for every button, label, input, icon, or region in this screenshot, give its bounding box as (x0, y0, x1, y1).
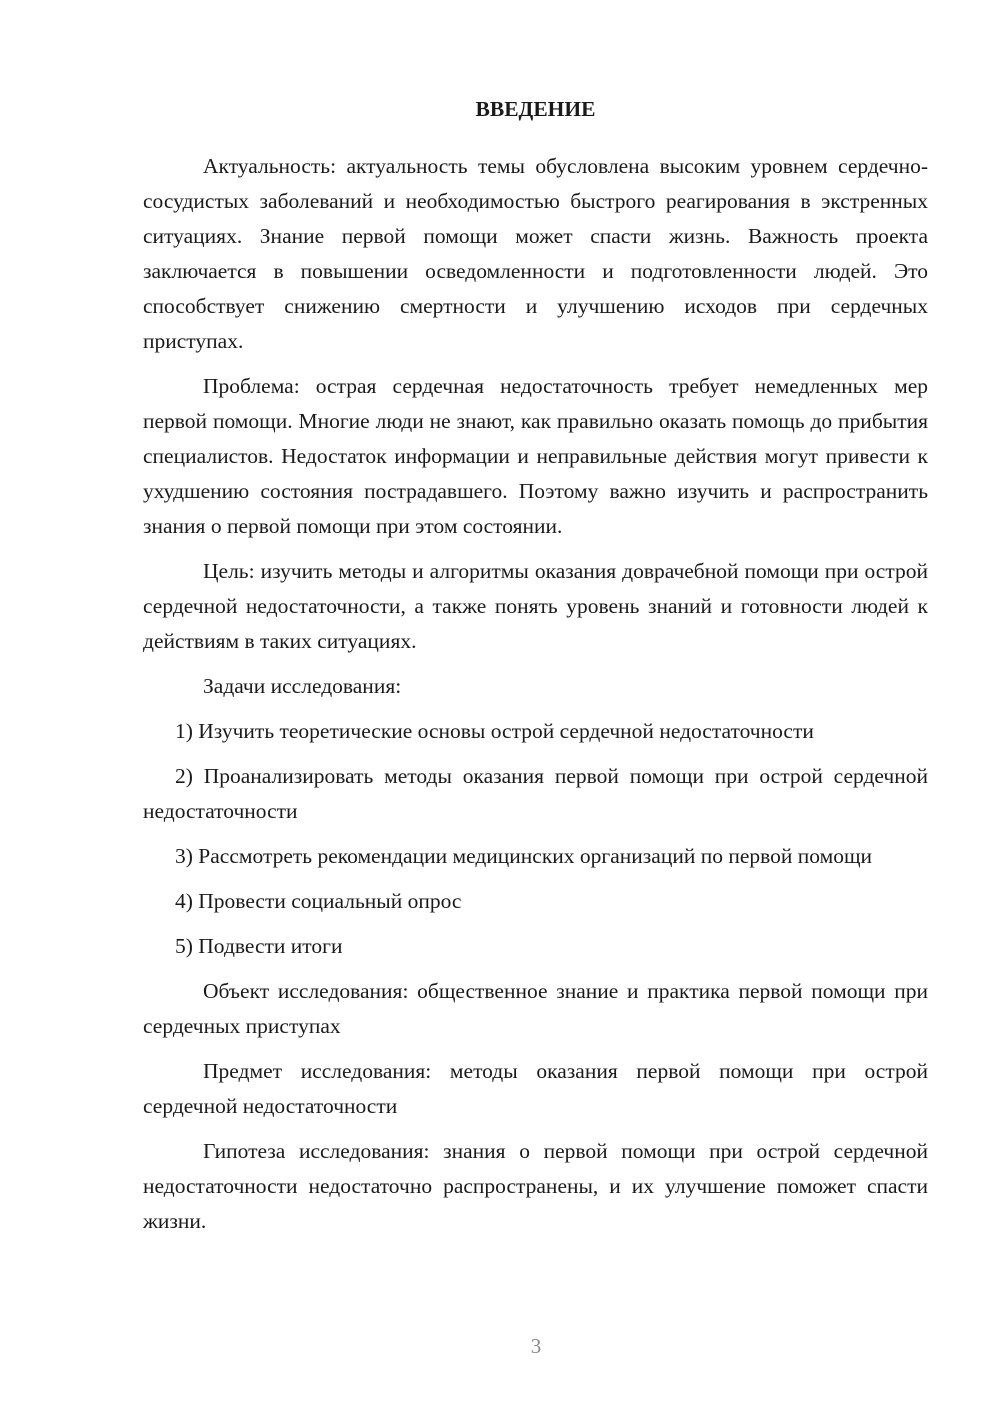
task-item-3: 3) Рассмотреть рекомендации медицинских организаций по первой помощи (175, 844, 873, 868)
paragraph-object: Объект исследования: общественное знание и практика первой помощи при сердечных приступах (143, 979, 928, 1038)
paragraph-goal: Цель: изучить методы и алгоритмы оказания доврачебной помощи при острой сердечной недостаточности, а также понять уровень знаний и готовности людей к действиям в таких ситуациях. (143, 559, 928, 653)
tasks-heading: Задачи исследования: (203, 674, 402, 698)
section-title: ВВЕДЕНИЕ (475, 97, 596, 121)
paragraph-relevance: Актуальность: актуальность темы обусловлена высоким уровнем сердечно-сосудистых заболеваний и необходимостью быстрого реагирования в экстренных ситуациях. Знание первой помощи может спасти жизнь. Важность проекта заключается в повышении осведомленности и подготовленности людей. Это способствует снижению смертности и улучшению исходов при сердечных приступах. (143, 154, 928, 353)
paragraph-hypothesis: Гипотеза исследования: знания о первой помощи при острой сердечной недостаточности недостаточно распространены, и их улучшение поможет спасти жизни. (143, 1139, 928, 1233)
document-page (143, 92, 928, 1249)
task-item-4: 4) Провести социальный опрос (175, 889, 462, 913)
paragraph-problem: Проблема: острая сердечная недостаточность требует немедленных мер первой помощи. Многие люди не знают, как правильно оказать помощь до прибытия специалистов. Недостаток информации и неправильные действия могут привести к ухудшению состояния пострадавшего. Поэтому важно изучить и распространить знания о первой помощи при этом состоянии. (143, 374, 928, 538)
task-item-2: 2) Проанализировать методы оказания первой помощи при острой сердечной недостаточности (143, 764, 928, 823)
paragraph-subject: Предмет исследования: методы оказания первой помощи при острой сердечной недостаточности (143, 1059, 928, 1118)
task-item-1: 1) Изучить теоретические основы острой сердечной недостаточности (175, 719, 814, 743)
task-item-5: 5) Подвести итоги (175, 934, 343, 958)
page-number: 3 (530, 1334, 542, 1358)
